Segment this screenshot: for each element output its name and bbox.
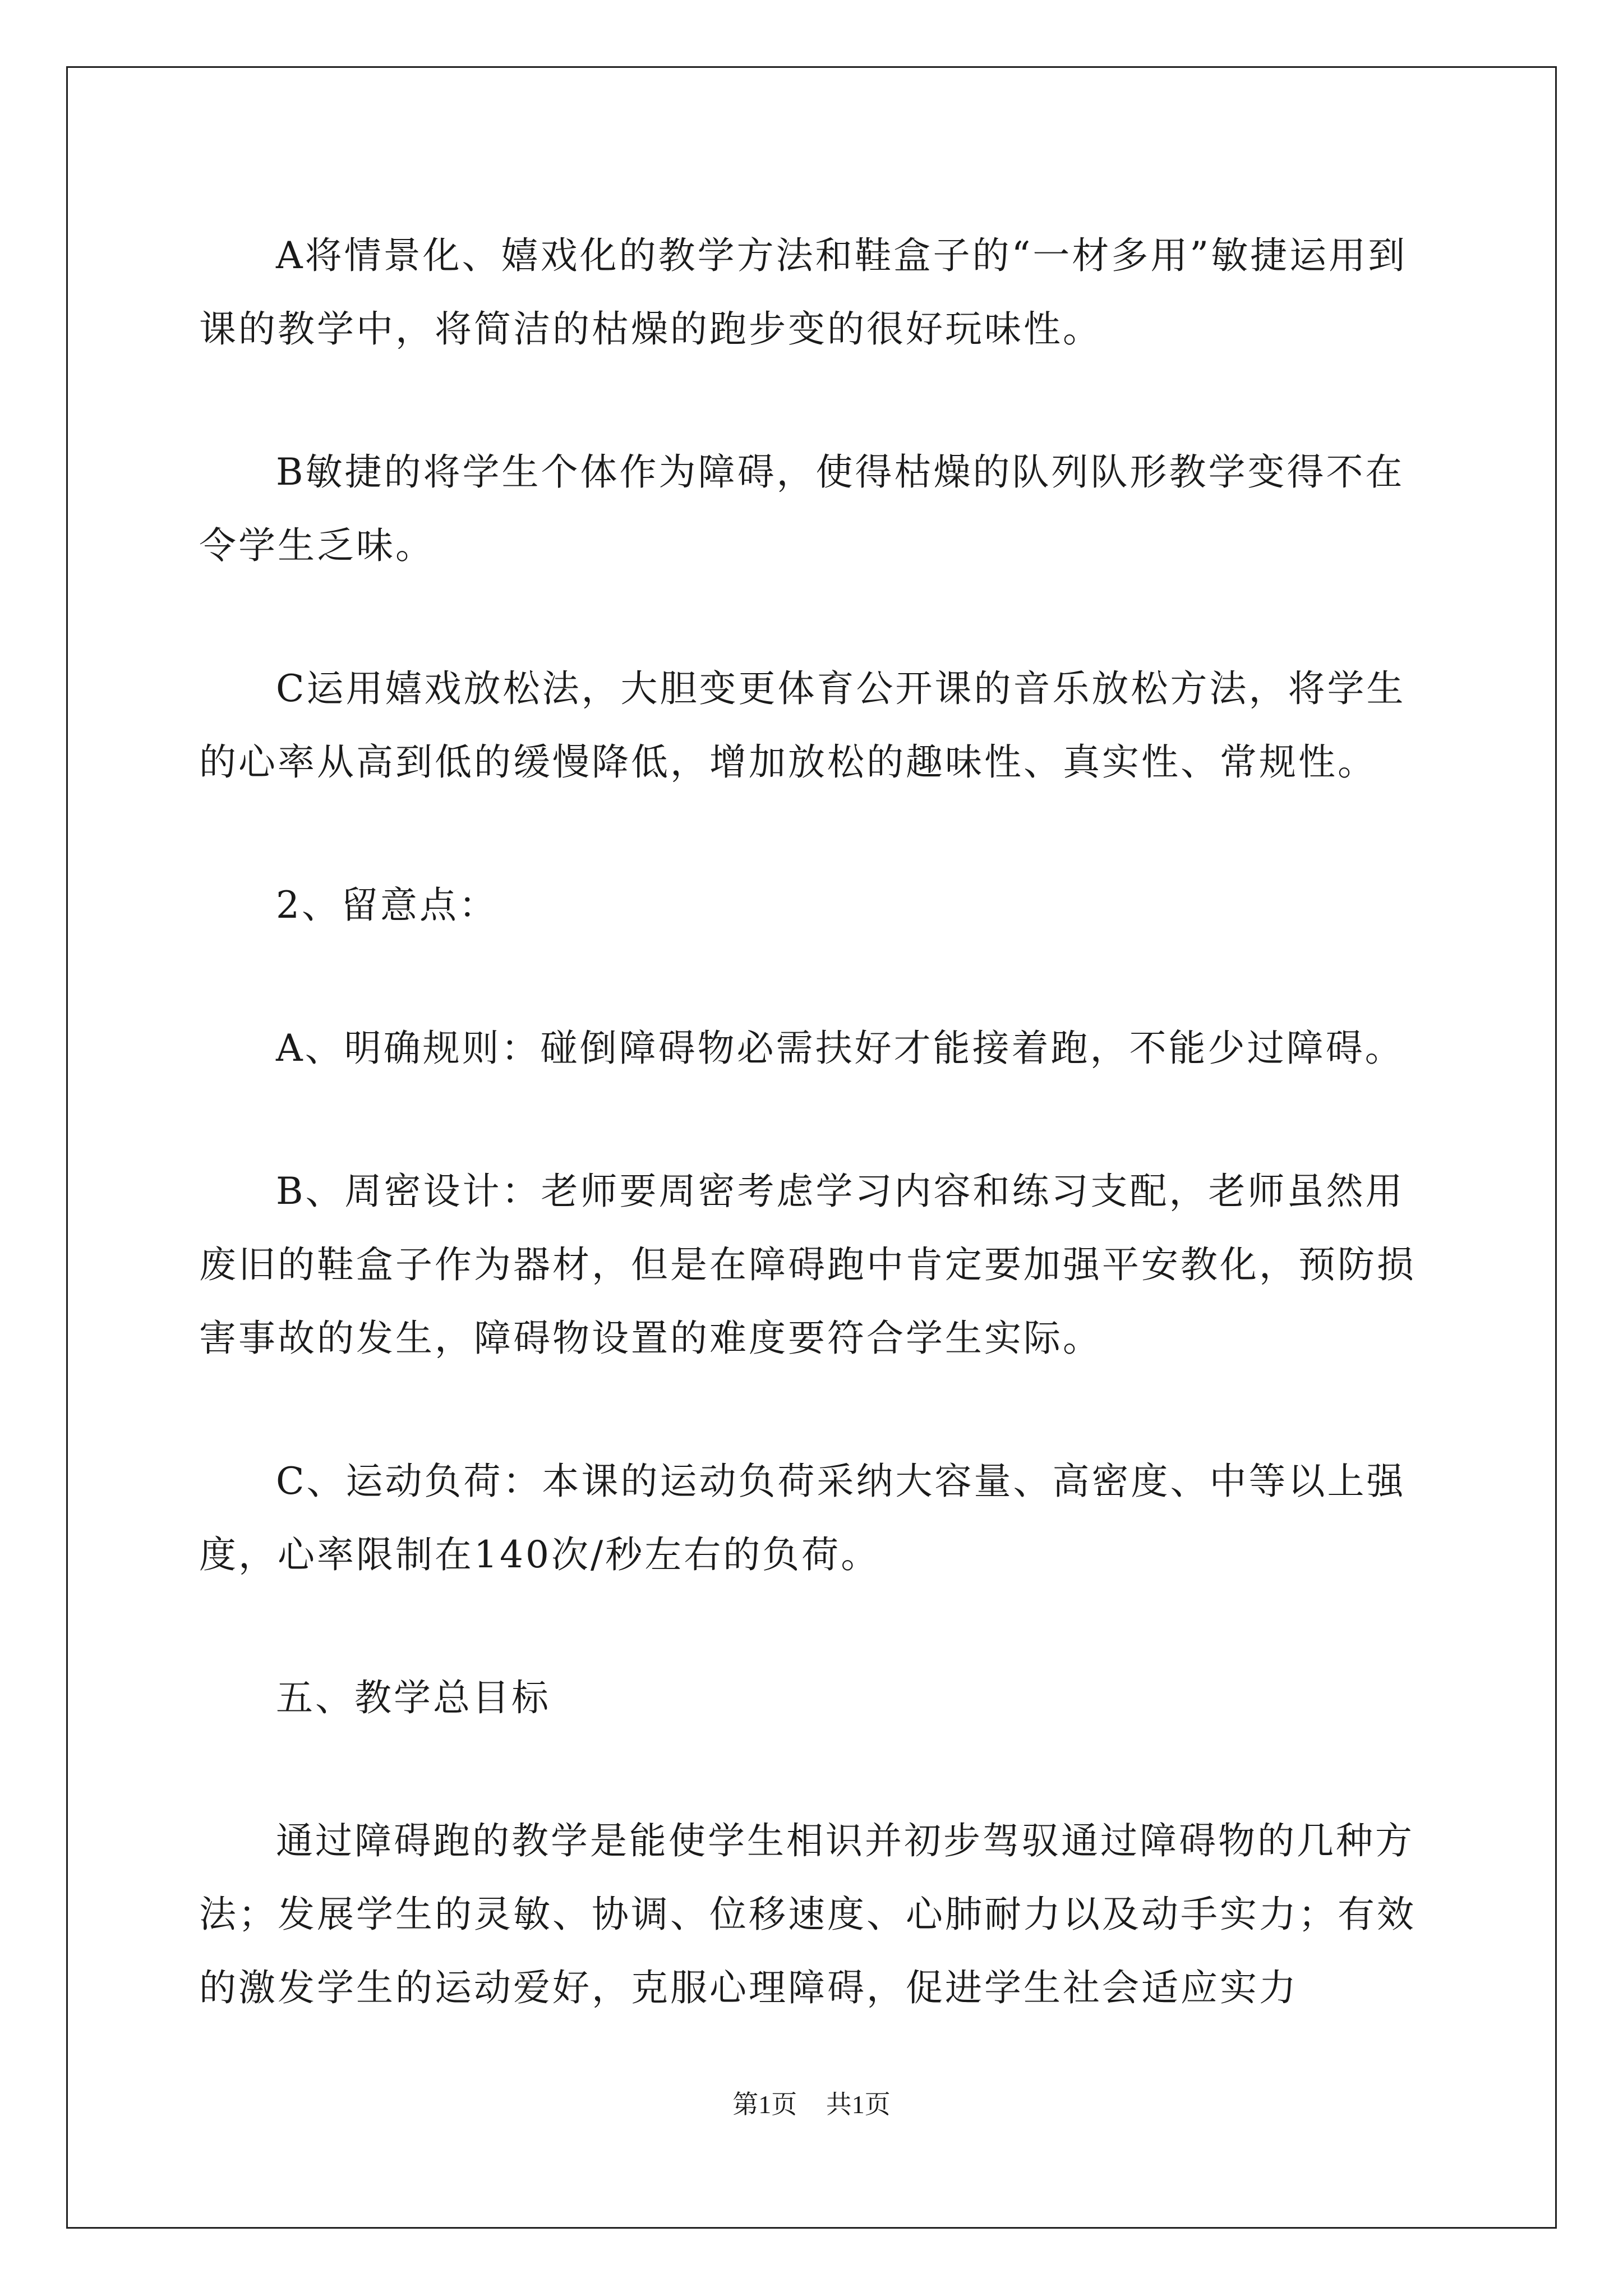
paragraph-rules: A、明确规则：碰倒障碍物必需扶好才能接着跑，不能少过障碍。	[276, 1027, 1404, 1070]
paragraph-a: A将情景化、嬉戏化的教学方法和鞋盒子的“一材多用”敏捷运用到课的教学中，将简洁的枯燥的跑步变的很好玩味性。	[199, 234, 1408, 351]
paragraph-goals: 通过障碍跑的教学是能使学生相识并初步驾驭通过障碍物的几种方法；发展学生的灵敏、协调、位移速度、心肺耐力以及动手实力；有效的激发学生的运动爱好，克服心理障碍，促进学生社会适应实力	[199, 1819, 1416, 2009]
section-heading-goals: 五、教学总目标	[276, 1676, 551, 1719]
paragraph-b: B敏捷的将学生个体作为障碍，使得枯燥的队列队形教学变得不在令学生乏味。	[199, 450, 1405, 567]
paragraph-c: C运用嬉戏放松法，大胆变更体育公开课的音乐放松方法，将学生的心率从高到低的缓慢降低，增加放松的趣味性、真实性、常规性。	[199, 667, 1406, 784]
section-heading-notes: 2、留意点：	[276, 884, 498, 927]
paragraph-design: B、周密设计：老师要周密考虑学习内容和练习支配，老师虽然用废旧的鞋盒子作为器材，但是在障碍跑中肯定要加强平安教化，预防损害事故的发生，障碍物设置的难度要符合学生实际。	[199, 1170, 1416, 1360]
page-total: 共1页	[826, 2090, 891, 2119]
document-body	[199, 219, 1438, 2024]
page-footer	[0, 2084, 1623, 2121]
page-number: 第1页	[732, 2090, 797, 2119]
paragraph-load: C、运动负荷：本课的运动负荷采纳大容量、高密度、中等以上强度，心率限制在140次/秒左右的负荷。	[199, 1460, 1406, 1576]
